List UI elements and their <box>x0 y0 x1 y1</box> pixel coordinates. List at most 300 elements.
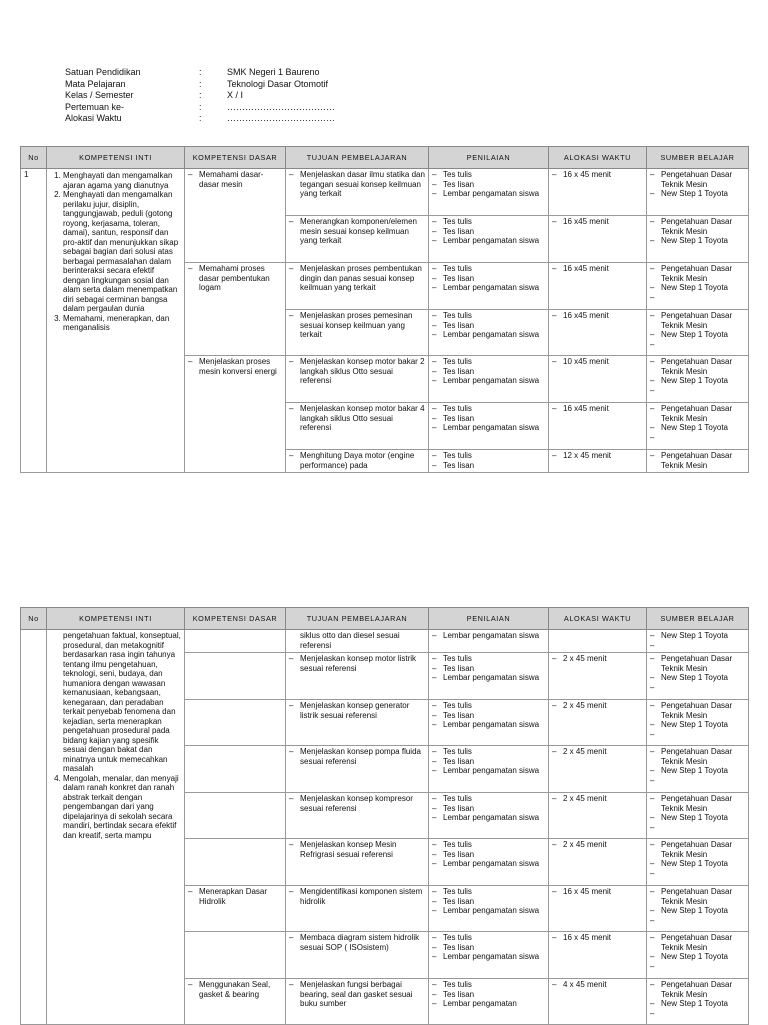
alokasi-item: – 16 x45 menit <box>552 217 643 227</box>
row-number <box>21 630 47 1025</box>
header-label: Satuan Pendidikan <box>65 67 141 77</box>
kompetensi-dasar-cell <box>185 746 286 793</box>
kompetensi-inti-list <box>50 171 181 333</box>
alokasi-item-list <box>552 654 643 664</box>
penilaian-item: – Tes tulis <box>432 747 545 757</box>
sumber-item-list <box>650 980 745 1009</box>
tujuan-cell <box>286 932 429 979</box>
penilaian-item: – Tes lisan <box>432 804 545 814</box>
penilaian-item-list <box>432 887 545 916</box>
tujuan-item: – Menerangkan komponen/elemen mesin sesuai konsep keilmuan yang terkait <box>289 217 425 246</box>
sumber-item: – Pengetahuan Dasar Teknik Mesin <box>650 887 745 906</box>
col-tujuan: TUJUAN PEMBELAJARAN <box>286 147 429 169</box>
col-penilaian: PENILAIAN <box>429 608 549 630</box>
sumber-item: – New Step 1 Toyota <box>650 906 745 916</box>
alokasi-cell <box>549 839 647 886</box>
penilaian-item: – Tes lisan <box>432 414 545 424</box>
header-value: ……………………………… <box>227 113 335 123</box>
sumber-item: – New Step 1 Toyota <box>650 673 745 683</box>
sumber-item-list <box>650 404 745 433</box>
penilaian-item-list <box>432 794 545 823</box>
table-header-row <box>21 147 749 169</box>
penilaian-item: – Tes lisan <box>432 367 545 377</box>
tujuan-cell <box>286 403 429 450</box>
tujuan-item-list <box>289 654 425 673</box>
penilaian-item: – Tes lisan <box>432 943 545 953</box>
tujuan-cell <box>286 839 429 886</box>
tujuan-item-list <box>289 887 425 906</box>
header-field <box>65 67 335 79</box>
sumber-item: – New Step 1 Toyota <box>650 766 745 776</box>
sumber-cell <box>647 310 749 356</box>
header-label: Kelas / Semester <box>65 90 134 100</box>
penilaian-cell <box>429 653 549 700</box>
sumber-item-list <box>650 654 745 683</box>
sumber-item: – Pengetahuan Dasar Teknik Mesin <box>650 217 745 236</box>
penilaian-cell <box>429 932 549 979</box>
penilaian-item: – Tes lisan <box>432 180 545 190</box>
kompetensi-inti-item: 1. Menghayati dan mengamalkan ajaran agama yang dianutnya <box>63 171 181 190</box>
penilaian-item: – Lembar pengamatan siswa <box>432 236 545 246</box>
penilaian-item-list <box>432 264 545 293</box>
sumber-item-list <box>650 357 745 386</box>
penilaian-item-list <box>432 631 545 641</box>
sumber-cell <box>647 216 749 263</box>
tujuan-cell <box>286 979 429 1025</box>
kompetensi-inti-item: 4. Mengolah, menalar, dan menyaji dalam ranah konkret dan ranah abstrak terkait dengan pengembangan dari yang dipelajarinya di sekolah secara mandiri, bertindak secara efektif dan kreatif, serta mampu <box>63 774 181 841</box>
alokasi-item: – 16 x45 menit <box>552 264 643 274</box>
penilaian-cell <box>429 746 549 793</box>
tujuan-item-list <box>289 933 425 952</box>
sumber-cell <box>647 793 749 839</box>
tujuan-cell <box>286 263 429 310</box>
tujuan-item: – Menjelaskan dasar ilmu statika dan tegangan sesuai konsep keilmuan yang terkait <box>289 170 425 199</box>
alokasi-item: – 16 x45 menit <box>552 404 643 414</box>
kompetensi-inti-item: 2. Menghayati dan mengamalkan perilaku jujur, disiplin, tanggungjawab, peduli (gotong royong, kerjasama, toleran, damai), santun, responsif dan pro-aktif dan menunjukkan sikap sebagai bagian dari solusi atas berbagai permasalahan dalam berinteraksi secara efektif dengan lingkungan sosial dan alam serta dalam menempatkan diri sebagai cerminan bangsa dalam pergaulan dunia <box>63 190 181 314</box>
penilaian-item: – Tes tulis <box>432 170 545 180</box>
penilaian-item: – Tes lisan <box>432 227 545 237</box>
header-field <box>65 79 335 91</box>
alokasi-item-list <box>552 794 643 804</box>
sumber-item: – New Step 1 Toyota <box>650 999 745 1009</box>
tujuan-item: – Menjelaskan konsep motor listrik sesuai referensi <box>289 654 425 673</box>
penilaian-item: – Tes tulis <box>432 840 545 850</box>
penilaian-item: – Lembar pengamatan siswa <box>432 673 545 683</box>
alokasi-cell <box>549 653 647 700</box>
alokasi-cell <box>549 793 647 839</box>
kompetensi-dasar-cell <box>185 263 286 356</box>
alokasi-cell <box>549 263 647 310</box>
penilaian-cell <box>429 403 549 450</box>
tujuan-cell <box>286 216 429 263</box>
tujuan-cell <box>286 356 429 403</box>
penilaian-item: – Lembar pengamatan siswa <box>432 631 545 641</box>
kompetensi-dasar-item: – Memahami proses dasar pembentukan logam <box>188 264 282 293</box>
sumber-item: – New Step 1 Toyota <box>650 189 745 199</box>
penilaian-item: – Lembar pengamatan siswa <box>432 189 545 199</box>
tujuan-item: – Menjelaskan proses pemesinan sesuai konsep keilmuan yang terkait <box>289 311 425 340</box>
penilaian-item: – Tes lisan <box>432 274 545 284</box>
alokasi-item: – 12 x 45 menit <box>552 451 643 461</box>
tujuan-item: – Menjelaskan fungsi berbagai bearing, seal dan gasket sesuai buku sumber <box>289 980 425 1009</box>
header-value: Teknologi Dasar Otomotif <box>227 78 329 89</box>
kompetensi-dasar-item: – Memahami dasar-dasar mesin <box>188 170 282 189</box>
kompetensi-inti-continued: pengetahuan faktual, konseptual, prosedural, dan metakognitif berdasarkan rasa ingin tahunya tentang ilmu pengetahuan, teknologi, seni, budaya, dan humaniora dengan wawasan kemanusiaan, kebangsaan, kenegaraan, dan peradaban terkait penyebab fenomena dan kejadian, serta menerapkan pengetahuan prosedural pada bidang kajian yang spesifik sesuai dengan bakat dan minatnya untuk memecahkan masalah <box>63 631 181 773</box>
penilaian-item: – Tes tulis <box>432 264 545 274</box>
alokasi-item-list <box>552 747 643 757</box>
penilaian-item: – Tes lisan <box>432 850 545 860</box>
header-value: ……………………………… <box>227 101 335 112</box>
penilaian-cell <box>429 886 549 932</box>
penilaian-item: – Lembar pengamatan siswa <box>432 813 545 823</box>
penilaian-item-list <box>432 311 545 340</box>
penilaian-item-list <box>432 747 545 776</box>
alokasi-item: – 2 x 45 menit <box>552 701 643 711</box>
penilaian-cell <box>429 839 549 886</box>
penilaian-item: – Tes tulis <box>432 887 545 897</box>
sumber-item: – Pengetahuan Dasar Teknik Mesin <box>650 794 745 813</box>
tujuan-item: – Menjelaskan konsep Mesin Refrigrasi sesuai referensi <box>289 840 425 859</box>
tujuan-item-list <box>289 357 425 386</box>
penilaian-item: – Lembar pengamatan siswa <box>432 423 545 433</box>
penilaian-item: – Lembar pengamatan siswa <box>432 766 545 776</box>
alokasi-cell <box>549 886 647 932</box>
penilaian-item: – Lembar pengamatan siswa <box>432 330 545 340</box>
alokasi-item-list <box>552 980 643 990</box>
col-tujuan: TUJUAN PEMBELAJARAN <box>286 608 429 630</box>
penilaian-item-list <box>432 357 545 386</box>
tujuan-item: – Membaca diagram sistem hidrolik sesuai SOP ( ISOsistem) <box>289 933 425 952</box>
alokasi-cell <box>549 700 647 746</box>
kompetensi-dasar-cell <box>185 793 286 839</box>
alokasi-item-list <box>552 933 643 943</box>
sumber-item: – New Step 1 Toyota <box>650 423 745 433</box>
tujuan-item-list <box>289 794 425 813</box>
lesson-plan-table-2 <box>20 607 749 1025</box>
penilaian-item: – Tes tulis <box>432 357 545 367</box>
kompetensi-dasar-cell <box>185 356 286 473</box>
sumber-cell <box>647 630 749 653</box>
penilaian-item: – Tes lisan <box>432 664 545 674</box>
tujuan-cell <box>286 793 429 839</box>
penilaian-item: – Tes lisan <box>432 897 545 907</box>
col-kompetensi-dasar: KOMPETENSI DASAR <box>185 147 286 169</box>
tujuan-item-list <box>289 980 425 1009</box>
penilaian-item-list <box>432 980 545 1009</box>
penilaian-cell <box>429 216 549 263</box>
alokasi-item-list <box>552 170 643 180</box>
kompetensi-dasar-cell <box>185 169 286 263</box>
tujuan-item: – Menjelaskan konsep motor bakar 4 langkah siklus Otto sesuai referensi <box>289 404 425 433</box>
penilaian-cell <box>429 310 549 356</box>
alokasi-item-list <box>552 451 643 461</box>
sumber-item: – Pengetahuan Dasar Teknik Mesin <box>650 311 745 330</box>
col-penilaian: PENILAIAN <box>429 147 549 169</box>
sumber-item-list <box>650 631 745 641</box>
alokasi-item-list <box>552 840 643 850</box>
sumber-item-list <box>650 887 745 916</box>
tujuan-cell <box>286 630 429 653</box>
header-label: Mata Pelajaran <box>65 78 126 89</box>
penilaian-item: – Tes tulis <box>432 217 545 227</box>
alokasi-item-list <box>552 217 643 227</box>
table-row <box>21 630 749 653</box>
alokasi-cell <box>549 746 647 793</box>
sumber-cell <box>647 169 749 216</box>
tujuan-item: – Menjelaskan konsep kompresor sesuai referensi <box>289 794 425 813</box>
tujuan-item: – Menghitung Daya motor (engine performance) pada <box>289 451 425 470</box>
header-colon: : <box>199 78 202 89</box>
penilaian-item: – Tes lisan <box>432 711 545 721</box>
alokasi-item-list <box>552 311 643 321</box>
penilaian-item: – Lembar pengamatan siswa <box>432 720 545 730</box>
penilaian-item-list <box>432 170 545 199</box>
alokasi-cell <box>549 979 647 1025</box>
penilaian-item: – Tes tulis <box>432 654 545 664</box>
kompetensi-dasar-item-list <box>188 980 282 999</box>
alokasi-cell <box>549 450 647 473</box>
sumber-item: – New Step 1 Toyota <box>650 236 745 246</box>
penilaian-cell <box>429 793 549 839</box>
col-no: No <box>21 147 47 169</box>
tujuan-item-list <box>289 840 425 859</box>
sumber-cell <box>647 263 749 310</box>
sumber-item-list <box>650 264 745 293</box>
penilaian-item: – Tes tulis <box>432 311 545 321</box>
alokasi-cell <box>549 216 647 263</box>
col-alokasi: ALOKASI WAKTU <box>549 147 647 169</box>
sumber-item-list <box>650 701 745 730</box>
penilaian-cell <box>429 700 549 746</box>
sumber-cell <box>647 839 749 886</box>
alokasi-cell <box>549 403 647 450</box>
tujuan-cell <box>286 746 429 793</box>
alokasi-cell <box>549 169 647 216</box>
kompetensi-inti-item: 3. Memahami, menerapkan, dan menganalisis <box>63 314 181 333</box>
kompetensi-dasar-item-list <box>188 170 282 189</box>
sumber-cell <box>647 886 749 932</box>
penilaian-item: – Lembar pengamatan siswa <box>432 952 545 962</box>
kompetensi-dasar-cell <box>185 886 286 932</box>
penilaian-item-list <box>432 451 545 470</box>
sumber-item: – Pengetahuan Dasar Teknik Mesin <box>650 933 745 952</box>
penilaian-cell <box>429 979 549 1025</box>
sumber-item-list <box>650 170 745 199</box>
alokasi-item-list <box>552 357 643 367</box>
sumber-item: – Pengetahuan Dasar Teknik Mesin <box>650 701 745 720</box>
header-value: X / I <box>227 90 244 100</box>
kompetensi-dasar-cell <box>185 932 286 979</box>
alokasi-item-list <box>552 404 643 414</box>
tujuan-cell <box>286 450 429 473</box>
penilaian-cell <box>429 263 549 310</box>
header-colon: : <box>199 113 202 123</box>
kompetensi-inti-cell <box>47 169 185 473</box>
penilaian-item: – Lembar pengamatan siswa <box>432 859 545 869</box>
col-sumber: SUMBER BELAJAR <box>647 608 749 630</box>
penilaian-cell <box>429 450 549 473</box>
sumber-cell <box>647 653 749 700</box>
alokasi-item: – 16 x 45 menit <box>552 933 643 943</box>
penilaian-item: – Tes lisan <box>432 461 545 471</box>
kompetensi-inti-list <box>50 774 181 841</box>
penilaian-item: – Tes tulis <box>432 404 545 414</box>
penilaian-item: – Lembar pengamatan siswa <box>432 283 545 293</box>
penilaian-item-list <box>432 840 545 869</box>
sumber-cell <box>647 700 749 746</box>
sumber-cell <box>647 356 749 403</box>
tujuan-item-list <box>289 701 425 720</box>
sumber-item: – Pengetahuan Dasar Teknik Mesin <box>650 264 745 283</box>
header-colon: : <box>199 101 202 112</box>
tujuan-item: – Menjelaskan konsep pompa fluida sesuai referensi <box>289 747 425 766</box>
tujuan-item: – Menjelaskan proses pembentukan dingin dan panas sesuai konsep keilmuan yang terkait <box>289 264 425 293</box>
sumber-item: – New Step 1 Toyota <box>650 631 745 641</box>
alokasi-cell <box>549 630 647 653</box>
penilaian-item-list <box>432 701 545 730</box>
col-kompetensi-inti: KOMPETENSI INTI <box>47 608 185 630</box>
sumber-item: – Pengetahuan Dasar Teknik Mesin <box>650 170 745 189</box>
tujuan-cell <box>286 169 429 216</box>
alokasi-item: – 10 x45 menit <box>552 357 643 367</box>
sumber-item: – New Step 1 Toyota <box>650 952 745 962</box>
sumber-cell <box>647 403 749 450</box>
col-no: No <box>21 608 47 630</box>
sumber-item: – New Step 1 Toyota <box>650 330 745 340</box>
col-kompetensi-dasar: KOMPETENSI DASAR <box>185 608 286 630</box>
tujuan-cell <box>286 886 429 932</box>
sumber-cell <box>647 932 749 979</box>
sumber-item: – Pengetahuan Dasar Teknik Mesin <box>650 980 745 999</box>
alokasi-item-list <box>552 701 643 711</box>
header-colon: : <box>199 67 202 77</box>
sumber-item: – New Step 1 Toyota <box>650 283 745 293</box>
kompetensi-dasar-cell <box>185 700 286 746</box>
col-kompetensi-inti: KOMPETENSI INTI <box>47 147 185 169</box>
penilaian-item-list <box>432 217 545 246</box>
sumber-item: – Pengetahuan Dasar Teknik Mesin <box>650 840 745 859</box>
penilaian-item: – Tes lisan <box>432 990 545 1000</box>
sumber-item-list <box>650 311 745 340</box>
table-header-row <box>21 608 749 630</box>
sumber-cell <box>647 746 749 793</box>
sumber-item: – New Step 1 Toyota <box>650 720 745 730</box>
tujuan-item: – Menjelaskan konsep generator listrik sesuai referensi <box>289 701 425 720</box>
penilaian-item: – Tes tulis <box>432 794 545 804</box>
sumber-cell <box>647 979 749 1025</box>
table-row <box>21 169 749 216</box>
penilaian-item: – Lembar pengamatan <box>432 999 545 1009</box>
kompetensi-dasar-cell <box>185 653 286 700</box>
sumber-item: – Pengetahuan Dasar Teknik Mesin <box>650 404 745 423</box>
col-sumber: SUMBER BELAJAR <box>647 147 749 169</box>
penilaian-item-list <box>432 654 545 683</box>
header-value: SMK Negeri 1 Baureno <box>227 67 320 77</box>
kompetensi-dasar-cell <box>185 839 286 886</box>
penilaian-cell <box>429 356 549 403</box>
header-field <box>65 90 335 102</box>
sumber-item: – New Step 1 Toyota <box>650 813 745 823</box>
kompetensi-dasar-cell <box>185 630 286 653</box>
lesson-plan-table-1 <box>20 146 749 473</box>
row-number: 1 <box>21 169 47 473</box>
sumber-item-list <box>650 794 745 823</box>
tujuan-item: – Menjelaskan konsep motor bakar 2 langkah siklus Otto sesuai referensi <box>289 357 425 386</box>
tujuan-cell <box>286 653 429 700</box>
penilaian-item: – Tes tulis <box>432 451 545 461</box>
sumber-item: – Pengetahuan Dasar Teknik Mesin <box>650 654 745 673</box>
sumber-item: – New Step 1 Toyota <box>650 376 745 386</box>
alokasi-item: – 4 x 45 menit <box>552 980 643 990</box>
tujuan-item: – Mengidentifikasi komponen sistem hidrolik <box>289 887 425 906</box>
penilaian-cell <box>429 169 549 216</box>
alokasi-item: – 2 x 45 menit <box>552 654 643 664</box>
kompetensi-inti-cell <box>47 630 185 1025</box>
tujuan-item-list <box>289 311 425 340</box>
alokasi-item: – 16 x45 menit <box>552 311 643 321</box>
kompetensi-dasar-item: – Menerapkan Dasar Hidrolik <box>188 887 282 906</box>
header-field <box>65 102 335 114</box>
penilaian-item: – Lembar pengamatan siswa <box>432 906 545 916</box>
penilaian-item-list <box>432 933 545 962</box>
kompetensi-dasar-item-list <box>188 887 282 906</box>
tujuan-cell <box>286 700 429 746</box>
penilaian-item: – Tes tulis <box>432 933 545 943</box>
header-field <box>65 113 335 125</box>
sumber-item-list <box>650 217 745 246</box>
sumber-item: – New Step 1 Toyota <box>650 859 745 869</box>
alokasi-item-list <box>552 887 643 897</box>
col-alokasi: ALOKASI WAKTU <box>549 608 647 630</box>
penilaian-item: – Lembar pengamatan siswa <box>432 376 545 386</box>
sumber-item: – Pengetahuan Dasar Teknik Mesin <box>650 747 745 766</box>
alokasi-item: – 2 x 45 menit <box>552 747 643 757</box>
kompetensi-dasar-item-list <box>188 264 282 293</box>
kompetensi-dasar-item: – Menggunakan Seal, gasket & bearing <box>188 980 282 999</box>
sumber-item-list <box>650 840 745 869</box>
kompetensi-dasar-item-list <box>188 357 282 376</box>
tujuan-item: siklus otto dan diesel sesuai referensi <box>300 631 400 650</box>
sumber-item-list <box>650 933 745 962</box>
penilaian-item: – Tes tulis <box>432 980 545 990</box>
alokasi-item: – 2 x 45 menit <box>552 794 643 804</box>
sumber-item-list <box>650 747 745 776</box>
tujuan-item-list <box>289 451 425 470</box>
sumber-item: – Pengetahuan Dasar Teknik Mesin <box>650 357 745 376</box>
penilaian-item: – Tes lisan <box>432 757 545 767</box>
sumber-item: – Pengetahuan Dasar Teknik Mesin <box>650 451 745 470</box>
tujuan-item-list <box>289 404 425 433</box>
header-colon: : <box>199 90 202 100</box>
penilaian-cell <box>429 630 549 653</box>
sumber-item-list <box>650 451 745 470</box>
tujuan-item-list <box>289 747 425 766</box>
alokasi-item-list <box>552 264 643 274</box>
kompetensi-dasar-item: – Menjelaskan proses mesin konversi energi <box>188 357 282 376</box>
header-label: Alokasi Waktu <box>65 113 122 123</box>
alokasi-item: – 2 x 45 menit <box>552 840 643 850</box>
penilaian-item-list <box>432 404 545 433</box>
sumber-cell <box>647 450 749 473</box>
tujuan-item-list <box>289 170 425 199</box>
header-label: Pertemuan ke- <box>65 101 125 112</box>
alokasi-item: – 16 x 45 menit <box>552 887 643 897</box>
kompetensi-dasar-cell <box>185 979 286 1025</box>
alokasi-cell <box>549 356 647 403</box>
tujuan-item-list <box>289 264 425 293</box>
alokasi-item: – 16 x 45 menit <box>552 170 643 180</box>
penilaian-item: – Tes tulis <box>432 701 545 711</box>
